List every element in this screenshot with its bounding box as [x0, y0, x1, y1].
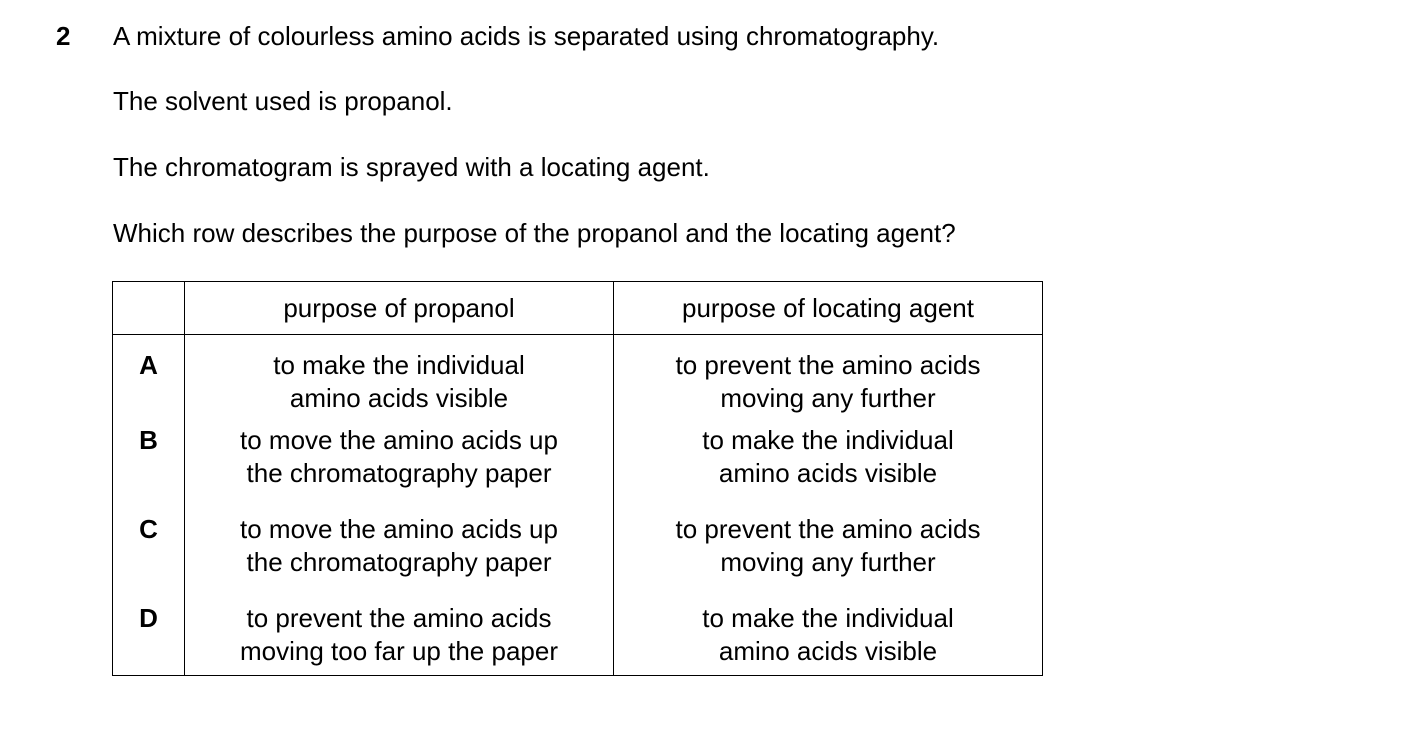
- cell-line: moving any further: [720, 383, 936, 413]
- table-row-d[interactable]: [113, 602, 1043, 676]
- answer-options-table: [112, 281, 1043, 676]
- option-letter: A: [113, 335, 185, 425]
- cell-line: amino acids visible: [718, 636, 938, 666]
- locating-agent-cell: [614, 513, 1043, 602]
- cell-line: moving any further: [720, 547, 936, 577]
- propanol-cell: [185, 602, 614, 676]
- cell-line: to move the amino acids up: [240, 514, 558, 544]
- cell-line: to make the individual: [702, 603, 954, 633]
- cell-line: to prevent the amino acids: [675, 350, 981, 380]
- header-letter-column: [113, 282, 185, 335]
- option-letter: C: [113, 513, 185, 602]
- table-header-row: [113, 282, 1043, 335]
- cell-line: to prevent the amino acids: [246, 603, 552, 633]
- header-purpose-of-locating-agent: purpose of locating agent: [614, 282, 1043, 335]
- cell-line: amino acids visible: [289, 383, 509, 413]
- cell-line: to make the individual: [273, 350, 525, 380]
- question-prompt: Which row describes the purpose of the propanol and the locating agent?: [113, 218, 956, 248]
- option-letter: B: [113, 424, 185, 513]
- locating-agent-cell: [614, 602, 1043, 676]
- propanol-cell: [185, 335, 614, 425]
- question-line-locating-agent: The chromatogram is sprayed with a locating agent.: [113, 152, 710, 182]
- cell-line: to prevent the amino acids: [675, 514, 981, 544]
- propanol-cell: [185, 513, 614, 602]
- cell-line: amino acids visible: [718, 458, 938, 488]
- cell-line: to move the amino acids up: [240, 425, 558, 455]
- locating-agent-cell: [614, 424, 1043, 513]
- question-line-solvent: The solvent used is propanol.: [113, 86, 453, 116]
- table-row-c[interactable]: [113, 513, 1043, 602]
- question-line-intro: A mixture of colourless amino acids is separated using chromatography.: [113, 21, 940, 51]
- table-row-b[interactable]: [113, 424, 1043, 513]
- cell-line: moving too far up the paper: [240, 636, 558, 666]
- cell-line: to make the individual: [702, 425, 954, 455]
- cell-line: the chromatography paper: [246, 458, 552, 488]
- locating-agent-cell: [614, 335, 1043, 425]
- header-purpose-of-propanol: purpose of propanol: [185, 282, 614, 335]
- table-row-a[interactable]: [113, 335, 1043, 425]
- question-number: 2: [56, 21, 71, 51]
- option-letter: D: [113, 602, 185, 676]
- cell-line: the chromatography paper: [246, 547, 552, 577]
- propanol-cell: [185, 424, 614, 513]
